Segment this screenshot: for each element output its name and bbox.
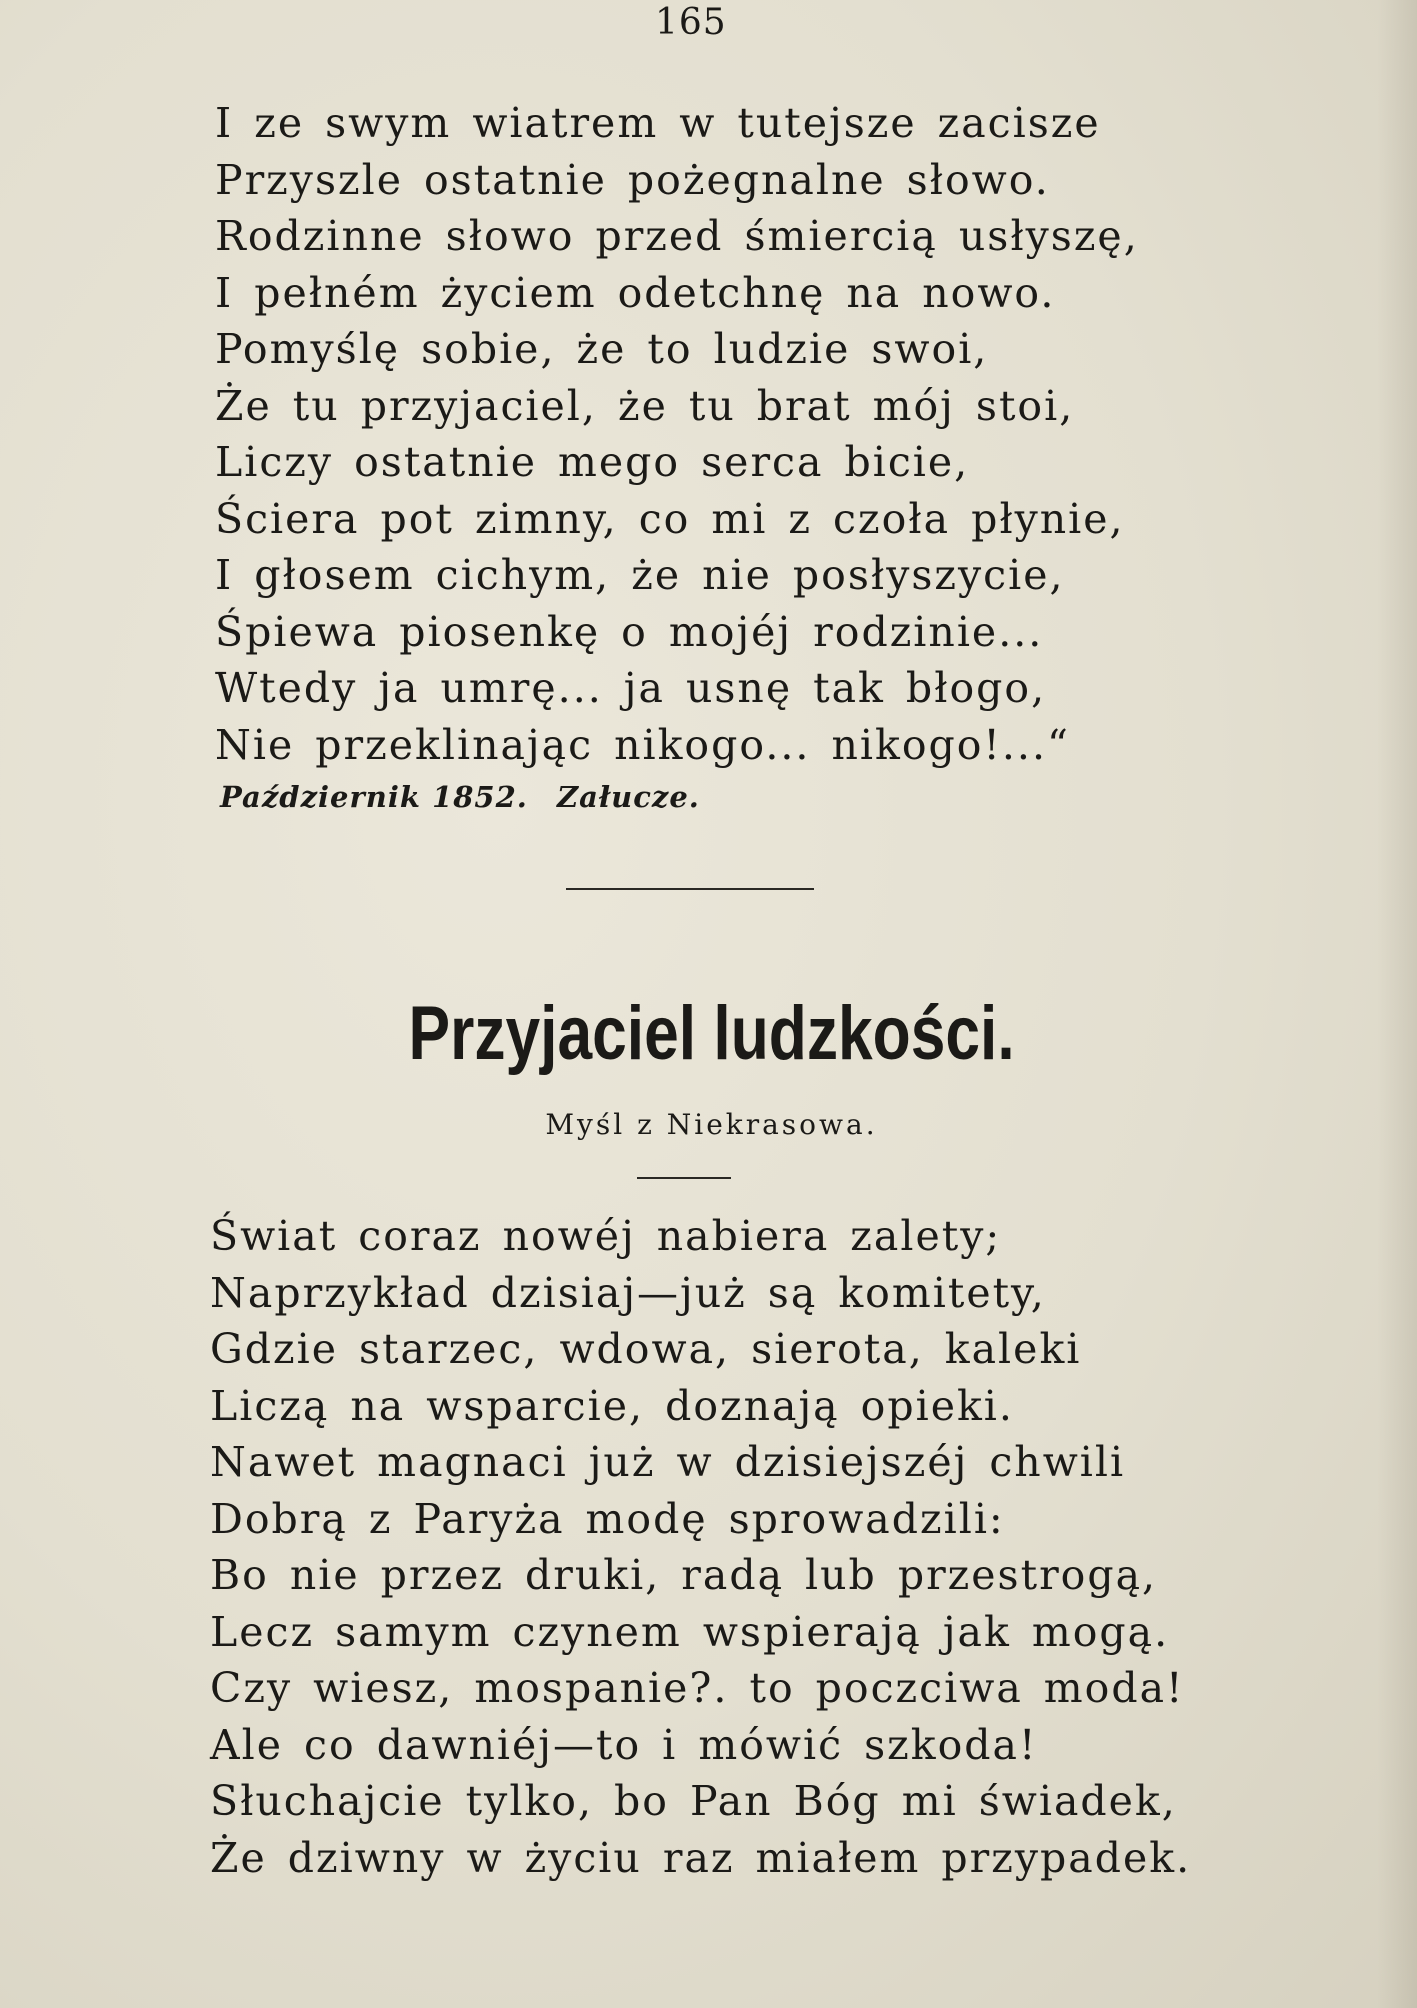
verse-line: Liczy ostatnie mego serca bicie, — [215, 438, 970, 486]
poem-signature — [220, 780, 718, 814]
verse-line: Nie przeklinając nikogo... nikogo!...“ — [215, 720, 1070, 769]
verse-line: Dobrą z Paryża modę sprowadzili: — [210, 1494, 1005, 1543]
verse-line: Czy wiesz, mospanie?. to poczciwa moda! — [210, 1664, 1185, 1712]
verse-line: Ale co dawniéj—to i mówić szkoda! — [210, 1720, 1038, 1769]
verse-line: Nawet magnaci już w dzisiejszéj chwili — [210, 1438, 1126, 1486]
signature-place: Załucze. — [557, 780, 700, 814]
verse-line: I pełném życiem odetchnę na nowo. — [215, 268, 1056, 317]
verse-line: Wtedy ja umrę... ja usnę tak błogo, — [215, 664, 1047, 712]
verse-line: Że tu przyjaciel, że tu brat mój stoi, — [215, 381, 1075, 430]
verse-line: Rodzinne słowo przed śmiercią usłyszę, — [215, 212, 1139, 260]
page-edge-shadow — [1377, 0, 1417, 2008]
verse-block-bottom — [210, 1208, 1191, 1886]
verse-line: Naprzykład dzisiaj—już są komitety, — [210, 1268, 1046, 1317]
verse-line: Przyszle ostatnie pożegnalne słowo. — [215, 155, 1050, 204]
verse-line: I ze swym wiatrem w tutejsze zacisze — [215, 99, 1101, 147]
verse-line: I głosem cichym, że nie posłyszycie, — [215, 551, 1065, 599]
title-divider — [637, 1177, 731, 1179]
verse-line: Słuchajcie tylko, bo Pan Bóg mi świadek, — [210, 1777, 1177, 1825]
signature-date: Październik 1852. — [220, 780, 528, 814]
verse-line: Śpiewa piosenkę o mojéj rodzinie... — [215, 607, 1044, 656]
verse-line: Liczą na wsparcie, doznają opieki. — [210, 1381, 1014, 1430]
poem-subtitle: Myśl z Niekrasowa. — [545, 1108, 878, 1141]
verse-line: Że dziwny w życiu raz miałem przypadek. — [210, 1833, 1192, 1882]
verse-line: Świat coraz nowéj nabiera zalety; — [210, 1212, 1002, 1260]
section-divider — [566, 888, 814, 890]
verse-line: Bo nie przez druki, radą lub przestrogą, — [210, 1551, 1158, 1599]
verse-block-top — [215, 95, 1139, 773]
page-number: 165 — [655, 2, 727, 43]
poem-title: Przyjaciel ludzkości. — [408, 991, 1015, 1076]
verse-line: Pomyślę sobie, że to ludzie swoi, — [215, 325, 989, 373]
verse-line: Ściera pot zimny, co mi z czoła płynie, — [215, 494, 1125, 543]
verse-line: Gdzie starzec, wdowa, sierota, kaleki — [210, 1325, 1082, 1373]
verse-line: Lecz samym czynem wspierają jak mogą. — [210, 1607, 1170, 1656]
